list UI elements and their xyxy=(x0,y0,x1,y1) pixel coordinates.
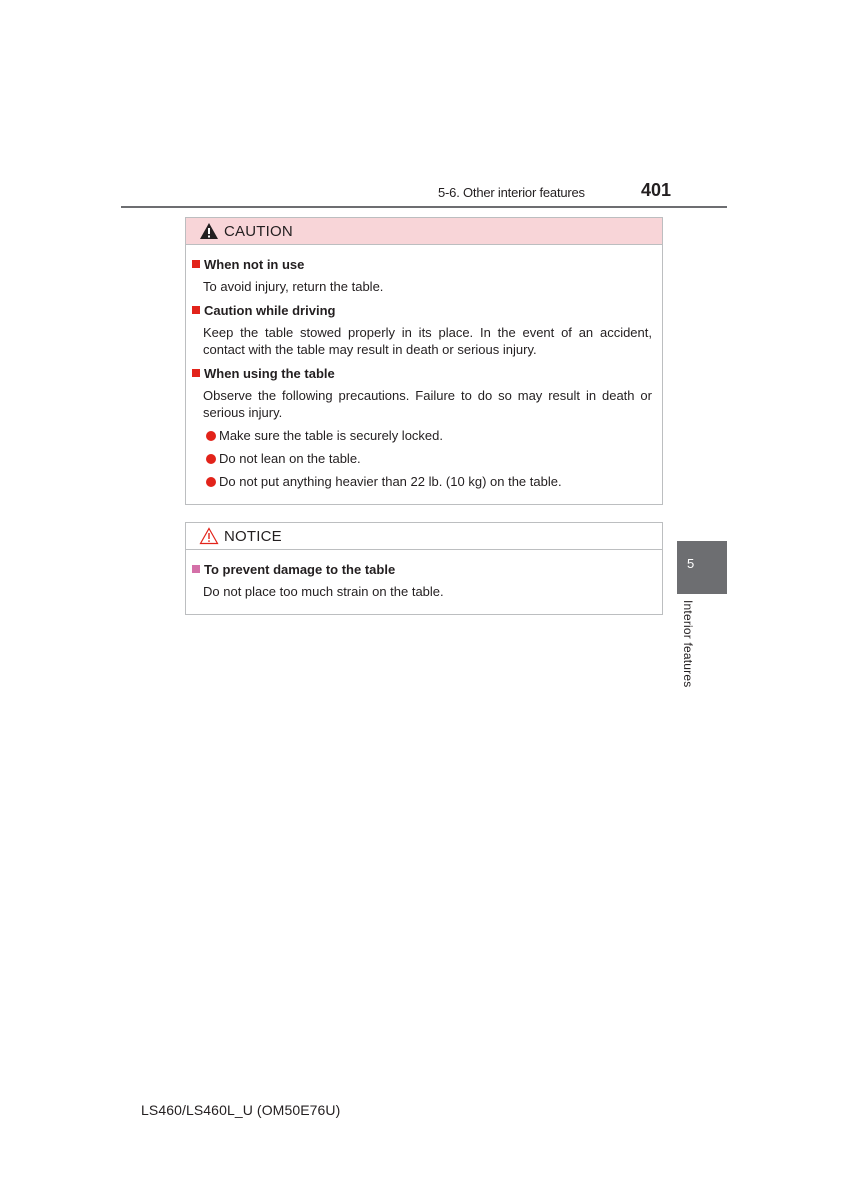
notice-body xyxy=(186,550,662,600)
warning-triangle-filled-icon xyxy=(199,222,219,240)
caution-body xyxy=(186,245,662,490)
caution-box xyxy=(185,217,663,505)
circle-bullet-icon xyxy=(206,454,216,464)
chapter-tab xyxy=(677,541,727,594)
list-item: Do not put anything heavier than 22 lb. (10 kg) on the table. xyxy=(190,473,654,490)
chapter-number: 5 xyxy=(687,556,695,571)
subhead-prevent-damage: To prevent damage to the table xyxy=(190,560,654,578)
square-bullet-icon xyxy=(192,565,200,573)
notice-header xyxy=(186,523,662,550)
subhead-using-table: When using the table xyxy=(190,364,654,382)
section-title: 5-6. Other interior features xyxy=(438,185,585,200)
caution-header xyxy=(186,218,662,245)
list-item: Do not lean on the table. xyxy=(190,450,654,467)
notice-title: NOTICE xyxy=(224,527,282,545)
chapter-label: Interior features xyxy=(681,600,695,688)
square-bullet-icon xyxy=(192,369,200,377)
paragraph-using-table: Observe the following precautions. Failure to do so may result in death or serious injury. xyxy=(203,388,652,420)
paragraph-while-driving: Keep the table stowed properly in its place. In the event of an accident, contact with the table may result in death or serious injury. xyxy=(203,325,652,357)
circle-bullet-icon xyxy=(206,431,216,441)
page-number: 401 xyxy=(641,180,672,200)
subhead-while-driving: Caution while driving xyxy=(190,301,654,319)
header-divider xyxy=(121,206,727,208)
list-item: Make sure the table is securely locked. xyxy=(190,427,654,444)
square-bullet-icon xyxy=(192,260,200,268)
circle-bullet-icon xyxy=(206,477,216,487)
footer-model: LS460/LS460L_U (OM50E76U) xyxy=(141,1102,341,1118)
square-bullet-icon xyxy=(192,306,200,314)
paragraph-not-in-use: To avoid injury, return the table. xyxy=(203,279,384,294)
warning-triangle-outline-icon xyxy=(199,527,219,545)
caution-title: CAUTION xyxy=(224,222,293,240)
subhead-not-in-use: When not in use xyxy=(190,255,654,273)
paragraph-prevent-damage: Do not place too much strain on the table. xyxy=(203,584,444,599)
notice-box xyxy=(185,522,663,615)
